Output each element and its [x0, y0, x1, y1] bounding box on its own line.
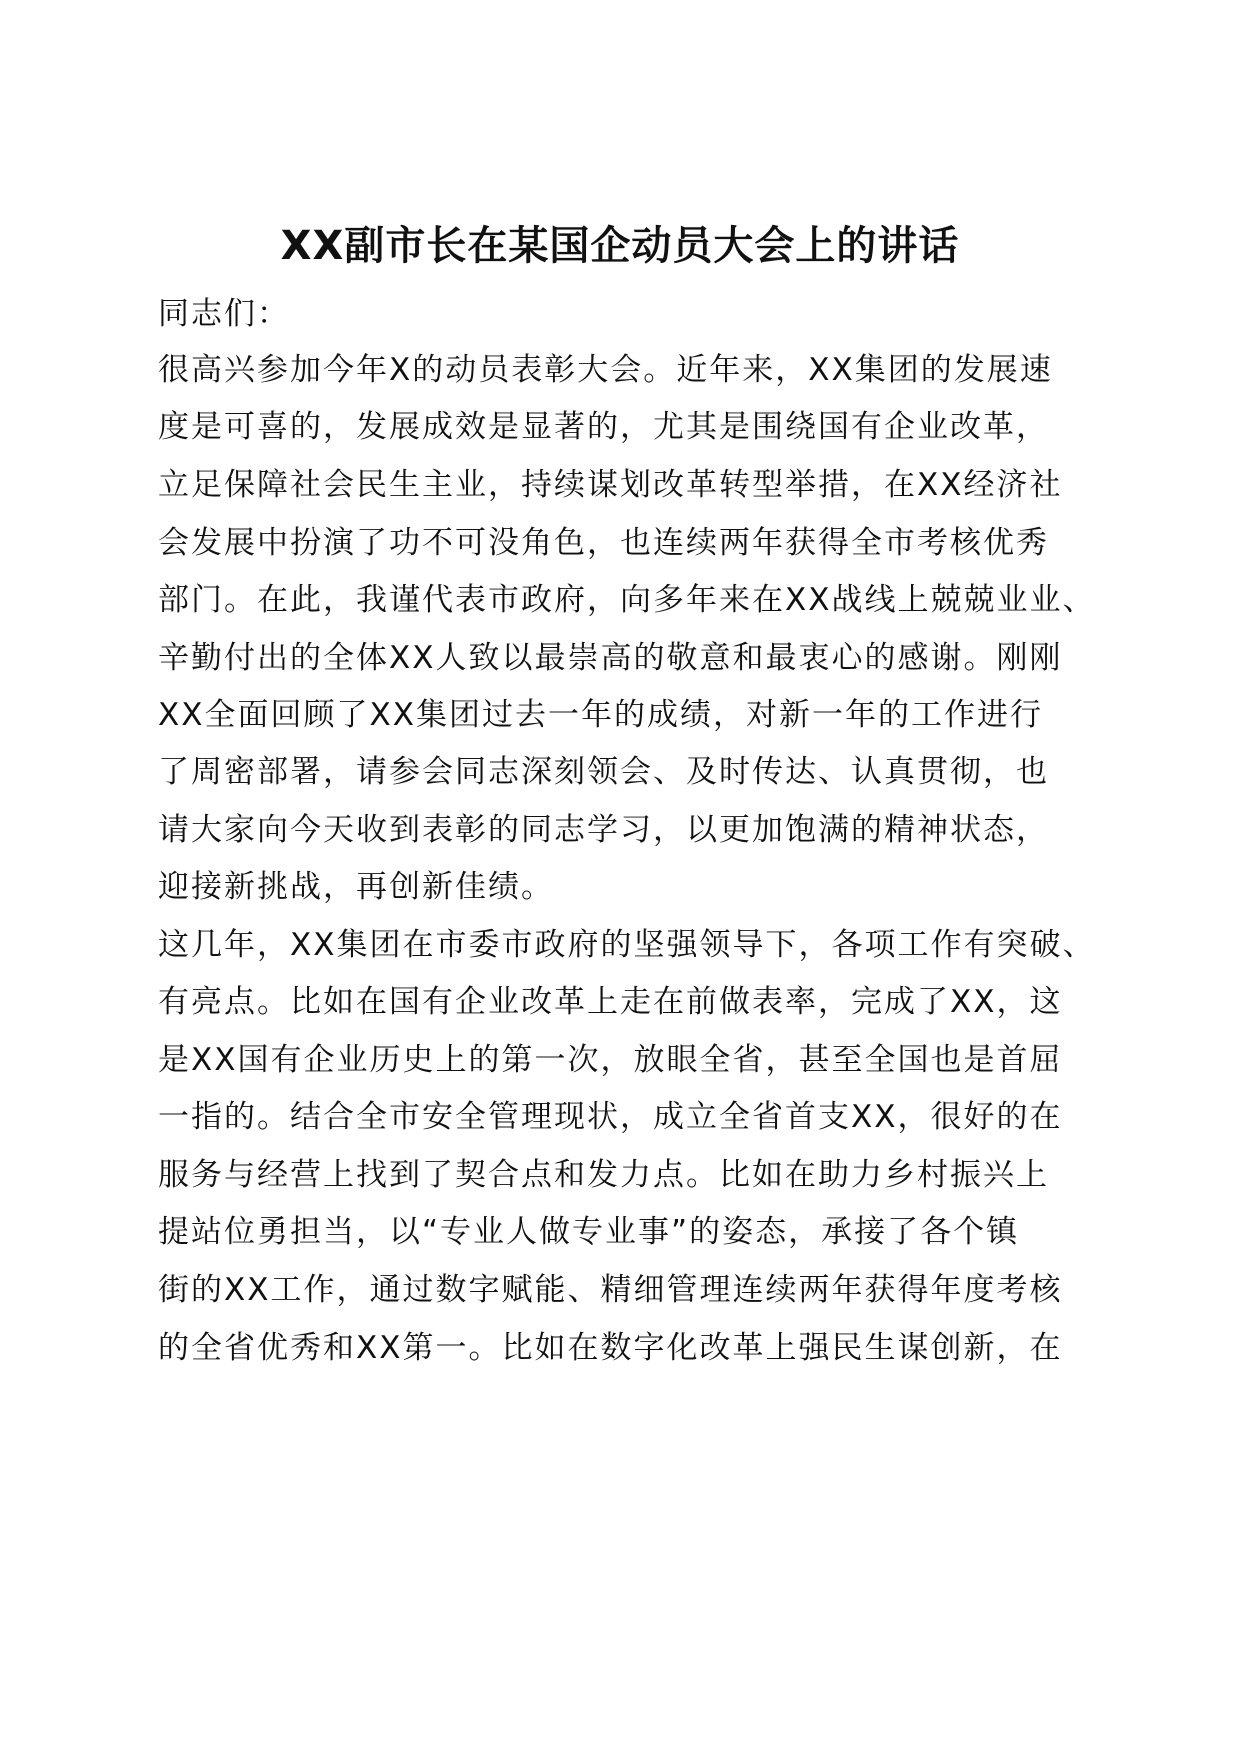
body-line: 有亮点。比如在国有企业改革上走在前做表率，完成了XX，这 [158, 984, 1063, 1020]
body-line: 度是可喜的，发展成效是显著的，尤其是围绕国有企业改革， [158, 409, 1049, 445]
body-line: 这几年，XX集团在市委市政府的坚强领导下，各项工作有突破、 [158, 927, 1096, 963]
body-line: 迎接新挑战，再创新佳绩。 [158, 869, 554, 905]
body-line: XX全面回顾了XX集团过去一年的成绩，对新一年的工作进行 [158, 697, 1043, 733]
body-line: 提站位勇担当，以“专业人做专业事”的姿态，承接了各个镇 [158, 1214, 1020, 1250]
body-line: 了周密部署，请参会同志深刻领会、及时传达、认真贯彻，也 [158, 754, 1049, 790]
salutation: 同志们： [158, 296, 290, 332]
body-line: 是XX国有企业历史上的第一次，放眼全省，甚至全国也是首屈 [158, 1042, 1063, 1078]
document-title: XX副市长在某国企动员大会上的讲话 [280, 223, 960, 269]
body-line: 辛勤付出的全体XX人致以最崇高的敬意和最衷心的感谢。刚刚 [158, 640, 1063, 676]
body-line: 街的XX工作，通过数字赋能、精细管理连续两年获得年度考核 [158, 1272, 1063, 1308]
body-line: 部门。在此，我谨代表市政府，向多年来在XX战线上兢兢业业、 [158, 582, 1096, 618]
body-line: 请大家向今天收到表彰的同志学习，以更加饱满的精神状态， [158, 812, 1049, 848]
body-line: 立足保障社会民生主业，持续谋划改革转型举措，在XX经济社 [158, 467, 1063, 503]
body-line: 的全省优秀和XX第一。比如在数字化改革上强民生谋创新，在 [158, 1330, 1063, 1366]
body-line: 服务与经营上找到了契合点和发力点。比如在助力乡村振兴上 [158, 1157, 1049, 1193]
body-line: 会发展中扮演了功不可没角色，也连续两年获得全市考核优秀 [158, 525, 1049, 561]
body-line: 很高兴参加今年X的动员表彰大会。近年来，XX集团的发展速 [158, 352, 1053, 388]
body-line: 一指的。结合全市安全管理现状，成立全省首支XX，很好的在 [158, 1099, 1063, 1135]
